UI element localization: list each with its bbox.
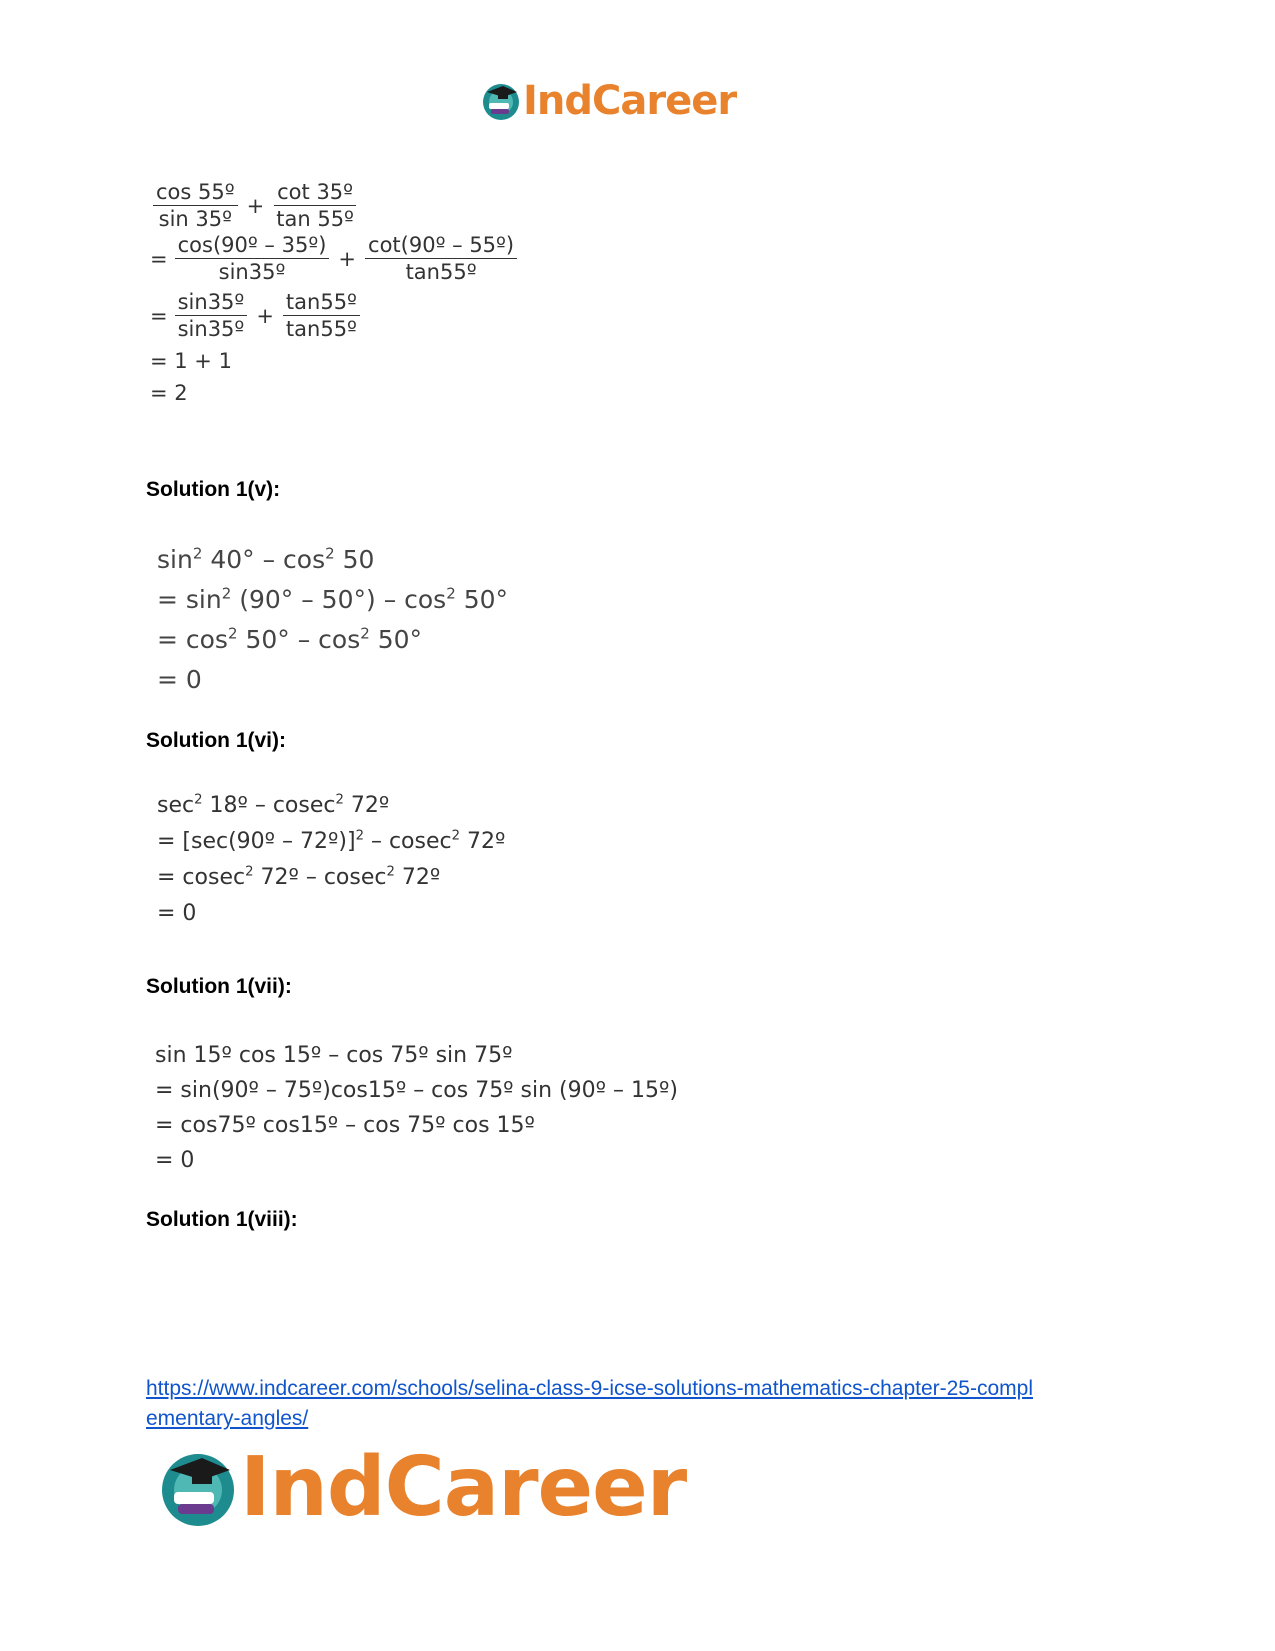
equation-line: $\sin^2 40^\circ - \cos^2 50$ xyxy=(157,544,375,574)
solution-block-1 xyxy=(150,180,520,405)
equation-line: = cos75º cos15º – cos 75º cos 15º xyxy=(155,1113,535,1138)
fraction: $\frac{\text{cot(90º – 55º)}}{\text{tan55º}}$ xyxy=(365,233,517,284)
equation-line: = 0 xyxy=(157,665,202,694)
solution-block-4 xyxy=(155,1038,678,1178)
footer-logo-text: IndCareer xyxy=(240,1440,687,1535)
equation-line: sin 15º cos 15º – cos 75º sin 75º xyxy=(155,1043,513,1068)
equation-line: = 2 xyxy=(150,381,188,405)
source-url-line[interactable]: ementary-angles/ xyxy=(146,1407,309,1430)
solution-heading: Solution 1(vi): xyxy=(146,729,286,752)
solution-heading: Solution 1(v): xyxy=(146,478,281,501)
source-url-link[interactable] xyxy=(146,1374,1146,1434)
footer-logo xyxy=(158,1440,686,1535)
fraction: $\frac{\text{tan55º}}{\text{tan55º}}$ xyxy=(283,290,360,341)
equation-line: = [sec(90º – 72º)]$^2$ – cosec$^2$ 72º xyxy=(157,828,506,854)
equation-line: $\sec^2$ 18º – cosec$^2$ 72º xyxy=(157,792,390,818)
equation-line: = 0 xyxy=(157,901,197,926)
graduation-globe-icon xyxy=(481,81,521,121)
equation-line: = sin(90º – 75º)cos15º – cos 75º sin (90º – 15º) xyxy=(155,1078,678,1103)
fraction: $\frac{\text{cot 35º}}{\text{tan 55º}}$ xyxy=(273,180,357,231)
equation-line: $\frac{\text{cos 55º}}{\text{sin 35º}}$ + $\frac{\text{cot 35º}}{\text{tan 55º}}$ xyxy=(150,180,520,231)
solution-block-3 xyxy=(157,788,505,932)
equation-line: = 1 + 1 xyxy=(150,349,232,373)
solution-block-2 xyxy=(157,540,508,700)
equation-line: = $\cos^2 50^\circ - \cos^2 50^\circ$ xyxy=(157,624,423,654)
fraction: $\frac{\text{sin35º}}{\text{sin35º}}$ xyxy=(175,290,248,341)
equation-line: = $\frac{\text{cos(90º – 35º)}}{\text{sin35º}}$ + $\frac{\text{cot(90º – 55º)}}{\text{tan55º}}$ xyxy=(150,233,520,284)
graduation-globe-icon xyxy=(158,1448,238,1528)
equation-line: = 0 xyxy=(155,1148,195,1173)
header-logo xyxy=(481,78,736,124)
equation-line: = cosec$^2$ 72º – cosec$^2$ 72º xyxy=(157,864,441,890)
solution-heading: Solution 1(viii): xyxy=(146,1208,298,1231)
source-url-line[interactable]: https://www.indcareer.com/schools/selina-class-9-icse-solutions-mathematics-chapter-25-compl xyxy=(146,1377,1033,1400)
header-logo-text: IndCareer xyxy=(523,78,737,124)
fraction: $\frac{\text{cos(90º – 35º)}}{\text{sin35º}}$ xyxy=(175,233,330,284)
solution-heading: Solution 1(vii): xyxy=(146,975,292,998)
equation-line: = $\frac{\text{sin35º}}{\text{sin35º}}$ + $\frac{\text{tan55º}}{\text{tan55º}}$ xyxy=(150,290,520,341)
fraction: $\frac{\text{cos 55º}}{\text{sin 35º}}$ xyxy=(153,180,238,231)
equation-line: = $\sin^2 (90^\circ - 50^\circ) - \cos^2 50^\circ$ xyxy=(157,584,509,614)
